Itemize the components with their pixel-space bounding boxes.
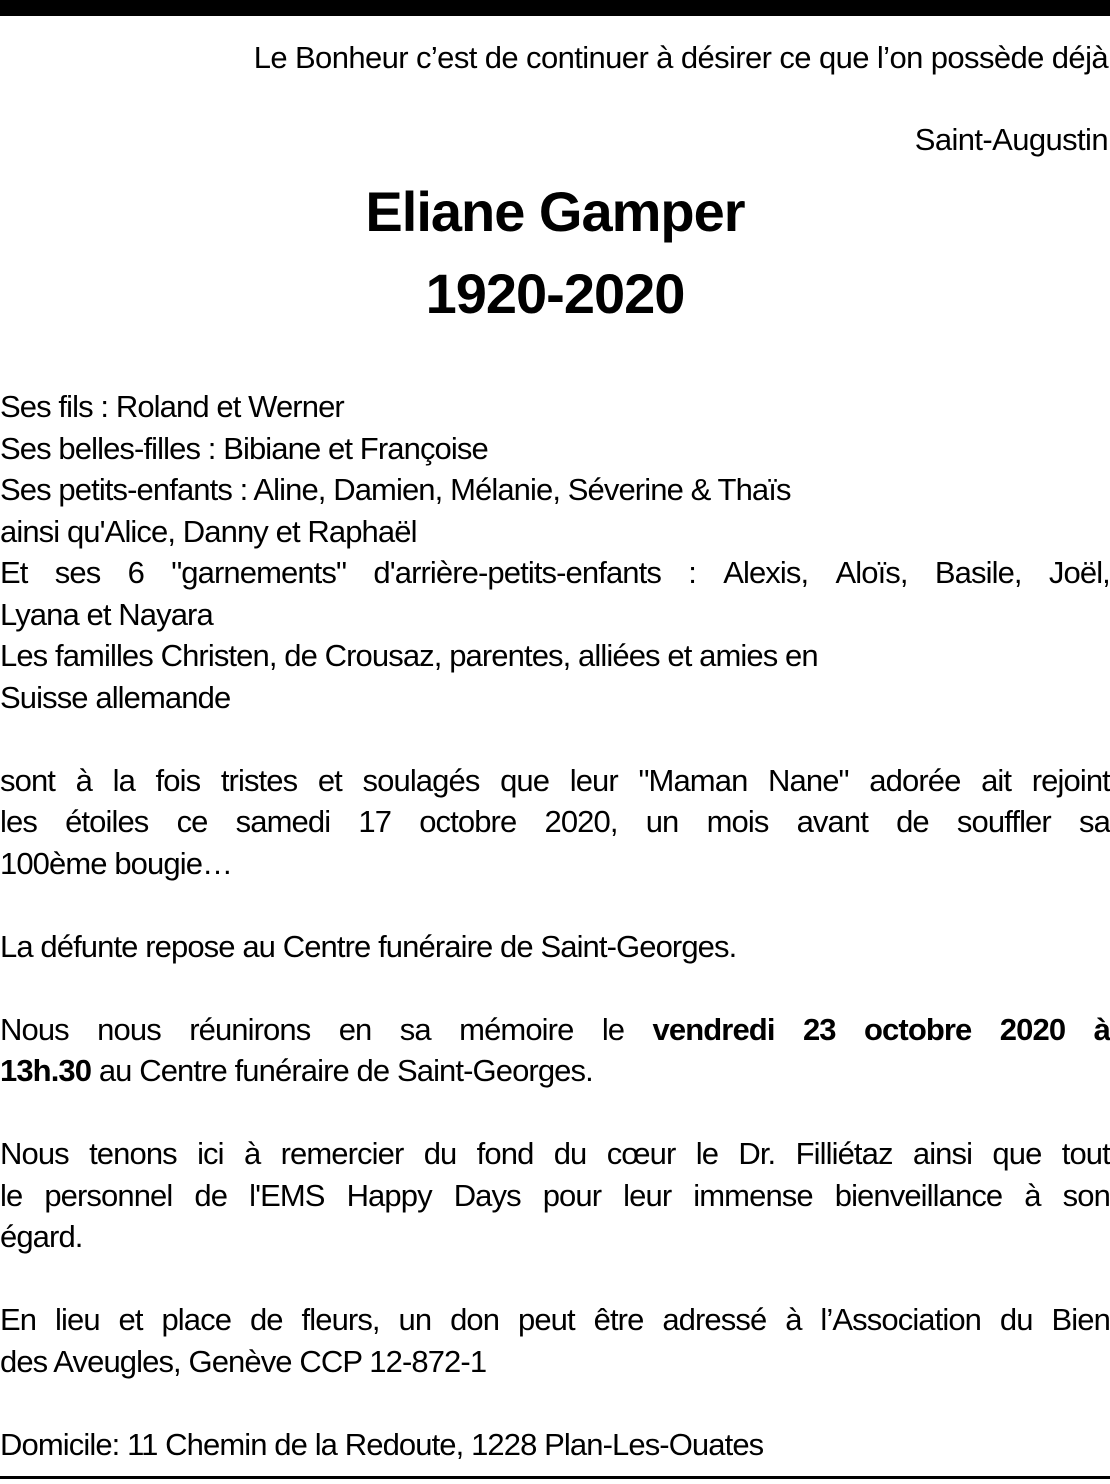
word: que — [500, 762, 550, 798]
donation-line-1 — [0, 1299, 1110, 1341]
word: soulagés — [362, 762, 480, 798]
word: de — [249, 1302, 283, 1337]
word: fleurs, — [301, 1302, 380, 1337]
family-great-grandchildren-line-1 — [0, 552, 1110, 594]
word: : — [688, 555, 696, 590]
word: et — [118, 1302, 143, 1337]
announcement-line-3: 100ème bougie… — [0, 845, 233, 881]
word: Basile, — [934, 555, 1022, 590]
word: réunirons — [189, 1011, 311, 1047]
word: du — [553, 1136, 587, 1171]
deceased-name: Eliane Gamper — [365, 180, 745, 243]
word: leur — [623, 1177, 672, 1213]
word: tout — [1061, 1136, 1110, 1171]
word: à — [1024, 1177, 1041, 1213]
word: adressé — [662, 1302, 767, 1337]
word: ce — [176, 804, 208, 839]
epigraph-author: Saint-Augustin — [914, 122, 1108, 157]
bold-word: octobre — [864, 1011, 972, 1047]
family-relatives-line-2: Suisse allemande — [0, 679, 231, 715]
word: les — [0, 804, 37, 839]
word: remercier — [280, 1136, 404, 1171]
word: Nous — [0, 1136, 69, 1171]
family-relatives-line-1: Les familles Christen, de Crousaz, parentes, alliées et amies en — [0, 638, 818, 673]
thanks-line-3: égard. — [0, 1219, 83, 1254]
word: un — [398, 1302, 432, 1337]
word: étoiles — [65, 804, 149, 839]
top-rule — [0, 0, 1110, 16]
word: Dr. — [738, 1136, 776, 1171]
thanks-line-1 — [0, 1133, 1110, 1175]
word: sont — [0, 762, 55, 798]
epigraph-quote: Le Bonheur c’est de continuer à désirer ce que l’on possède déjà — [253, 40, 1108, 75]
word: d'arrière-petits-enfants — [373, 555, 661, 590]
word: ici — [197, 1136, 224, 1171]
word: personnel — [44, 1177, 173, 1213]
obituary-body — [0, 386, 1110, 1465]
word: à — [75, 762, 92, 798]
word: Alexis, — [723, 555, 809, 590]
word: le — [601, 1011, 625, 1047]
word: En — [0, 1302, 37, 1337]
bold-word: à — [1093, 1011, 1110, 1047]
word: en — [338, 1011, 372, 1047]
word: Et — [0, 555, 28, 590]
word: la — [112, 762, 135, 798]
word: "garnements" — [171, 555, 347, 590]
word: fois — [155, 762, 201, 798]
word: ses — [54, 555, 101, 590]
word: un — [645, 804, 679, 839]
word: 17 — [358, 804, 392, 839]
word: le — [695, 1136, 719, 1171]
word: de — [896, 804, 929, 839]
resting-place: La défunte repose au Centre funéraire de Saint-Georges. — [0, 928, 737, 964]
word: à — [243, 1136, 261, 1171]
word: Happy — [346, 1177, 432, 1213]
word: lieu — [55, 1302, 100, 1337]
bold-word: vendredi — [652, 1011, 775, 1047]
word: du — [999, 1302, 1033, 1337]
word: "Maman — [638, 762, 748, 798]
word: leur — [569, 762, 618, 798]
thanks-line-2 — [0, 1175, 1110, 1217]
word: cœur — [606, 1136, 676, 1171]
ceremony-line-2 — [0, 1050, 1110, 1092]
word: 6 — [127, 555, 144, 590]
word: l’Association — [820, 1302, 982, 1337]
word: don — [450, 1302, 500, 1337]
word: bienveillance — [834, 1177, 1003, 1213]
family-sons: Ses fils : Roland et Werner — [0, 389, 344, 424]
word: sa — [399, 1011, 431, 1047]
word: à — [785, 1302, 802, 1337]
word: rejoint — [1031, 762, 1110, 798]
bold-word: 2020 — [999, 1011, 1066, 1047]
word: Bien — [1051, 1302, 1110, 1337]
donation-line-2: des Aveugles, Genève CCP 12-872-1 — [0, 1343, 487, 1379]
paragraph-gap — [0, 884, 1110, 926]
word: Days — [453, 1177, 521, 1213]
word: 2020, — [544, 804, 618, 839]
family-grandchildren-line-2: ainsi qu'Alice, Danny et Raphaël — [0, 513, 417, 549]
word: fond — [476, 1136, 534, 1171]
word: nous — [97, 1011, 161, 1047]
family-great-grandchildren-line-2: Lyana et Nayara — [0, 596, 213, 632]
deceased-years: 1920-2020 — [425, 262, 685, 325]
word: que — [992, 1136, 1042, 1171]
word: samedi — [235, 804, 331, 839]
word: souffler — [956, 804, 1051, 839]
word: le — [0, 1177, 23, 1213]
home-address: Domicile: 11 Chemin de la Redoute, 1228 Plan-Les-Ouates — [0, 1426, 764, 1462]
word: pour — [542, 1177, 602, 1213]
word: son — [1062, 1177, 1110, 1213]
word: l'EMS — [249, 1177, 325, 1213]
word: Aloïs, — [835, 555, 908, 590]
word: mois — [706, 804, 769, 839]
paragraph-gap — [0, 967, 1110, 1009]
word: Nane" — [768, 762, 849, 798]
word: Filliétaz — [795, 1136, 893, 1171]
paragraph-gap — [0, 1092, 1110, 1134]
word: ait — [981, 762, 1012, 798]
word: être — [593, 1302, 644, 1337]
word: mémoire — [459, 1011, 574, 1047]
word: tristes — [220, 762, 298, 798]
word: avant — [796, 804, 868, 839]
word: tenons — [89, 1136, 177, 1171]
word: Joël, — [1048, 555, 1110, 590]
paragraph-gap — [0, 1382, 1110, 1424]
ceremony-line-1 — [0, 1009, 1110, 1051]
paragraph-gap — [0, 718, 1110, 760]
ceremony-location: au Centre funéraire de Saint-Georges. — [91, 1053, 593, 1088]
bottom-rule — [0, 1476, 1110, 1479]
word: du — [423, 1136, 457, 1171]
family-grandchildren-line-1: Ses petits-enfants : Aline, Damien, Mélanie, Séverine & Thaïs — [0, 472, 791, 507]
word: ainsi — [912, 1136, 973, 1171]
word: sa — [1078, 804, 1110, 839]
word: Nous — [0, 1011, 69, 1047]
announcement-line-2 — [0, 801, 1110, 843]
word: de — [194, 1177, 228, 1213]
word: adorée — [869, 762, 961, 798]
announcement-line-1 — [0, 760, 1110, 802]
bold-word: 23 — [802, 1011, 836, 1047]
ceremony-time: 13h.30 — [0, 1053, 92, 1088]
word: immense — [693, 1177, 813, 1213]
paragraph-gap — [0, 1258, 1110, 1300]
family-daughters-in-law: Ses belles-filles : Bibiane et Françoise — [0, 430, 488, 466]
word: place — [161, 1302, 232, 1337]
word: et — [317, 762, 342, 798]
word: octobre — [419, 804, 517, 839]
word: peut — [518, 1302, 575, 1337]
